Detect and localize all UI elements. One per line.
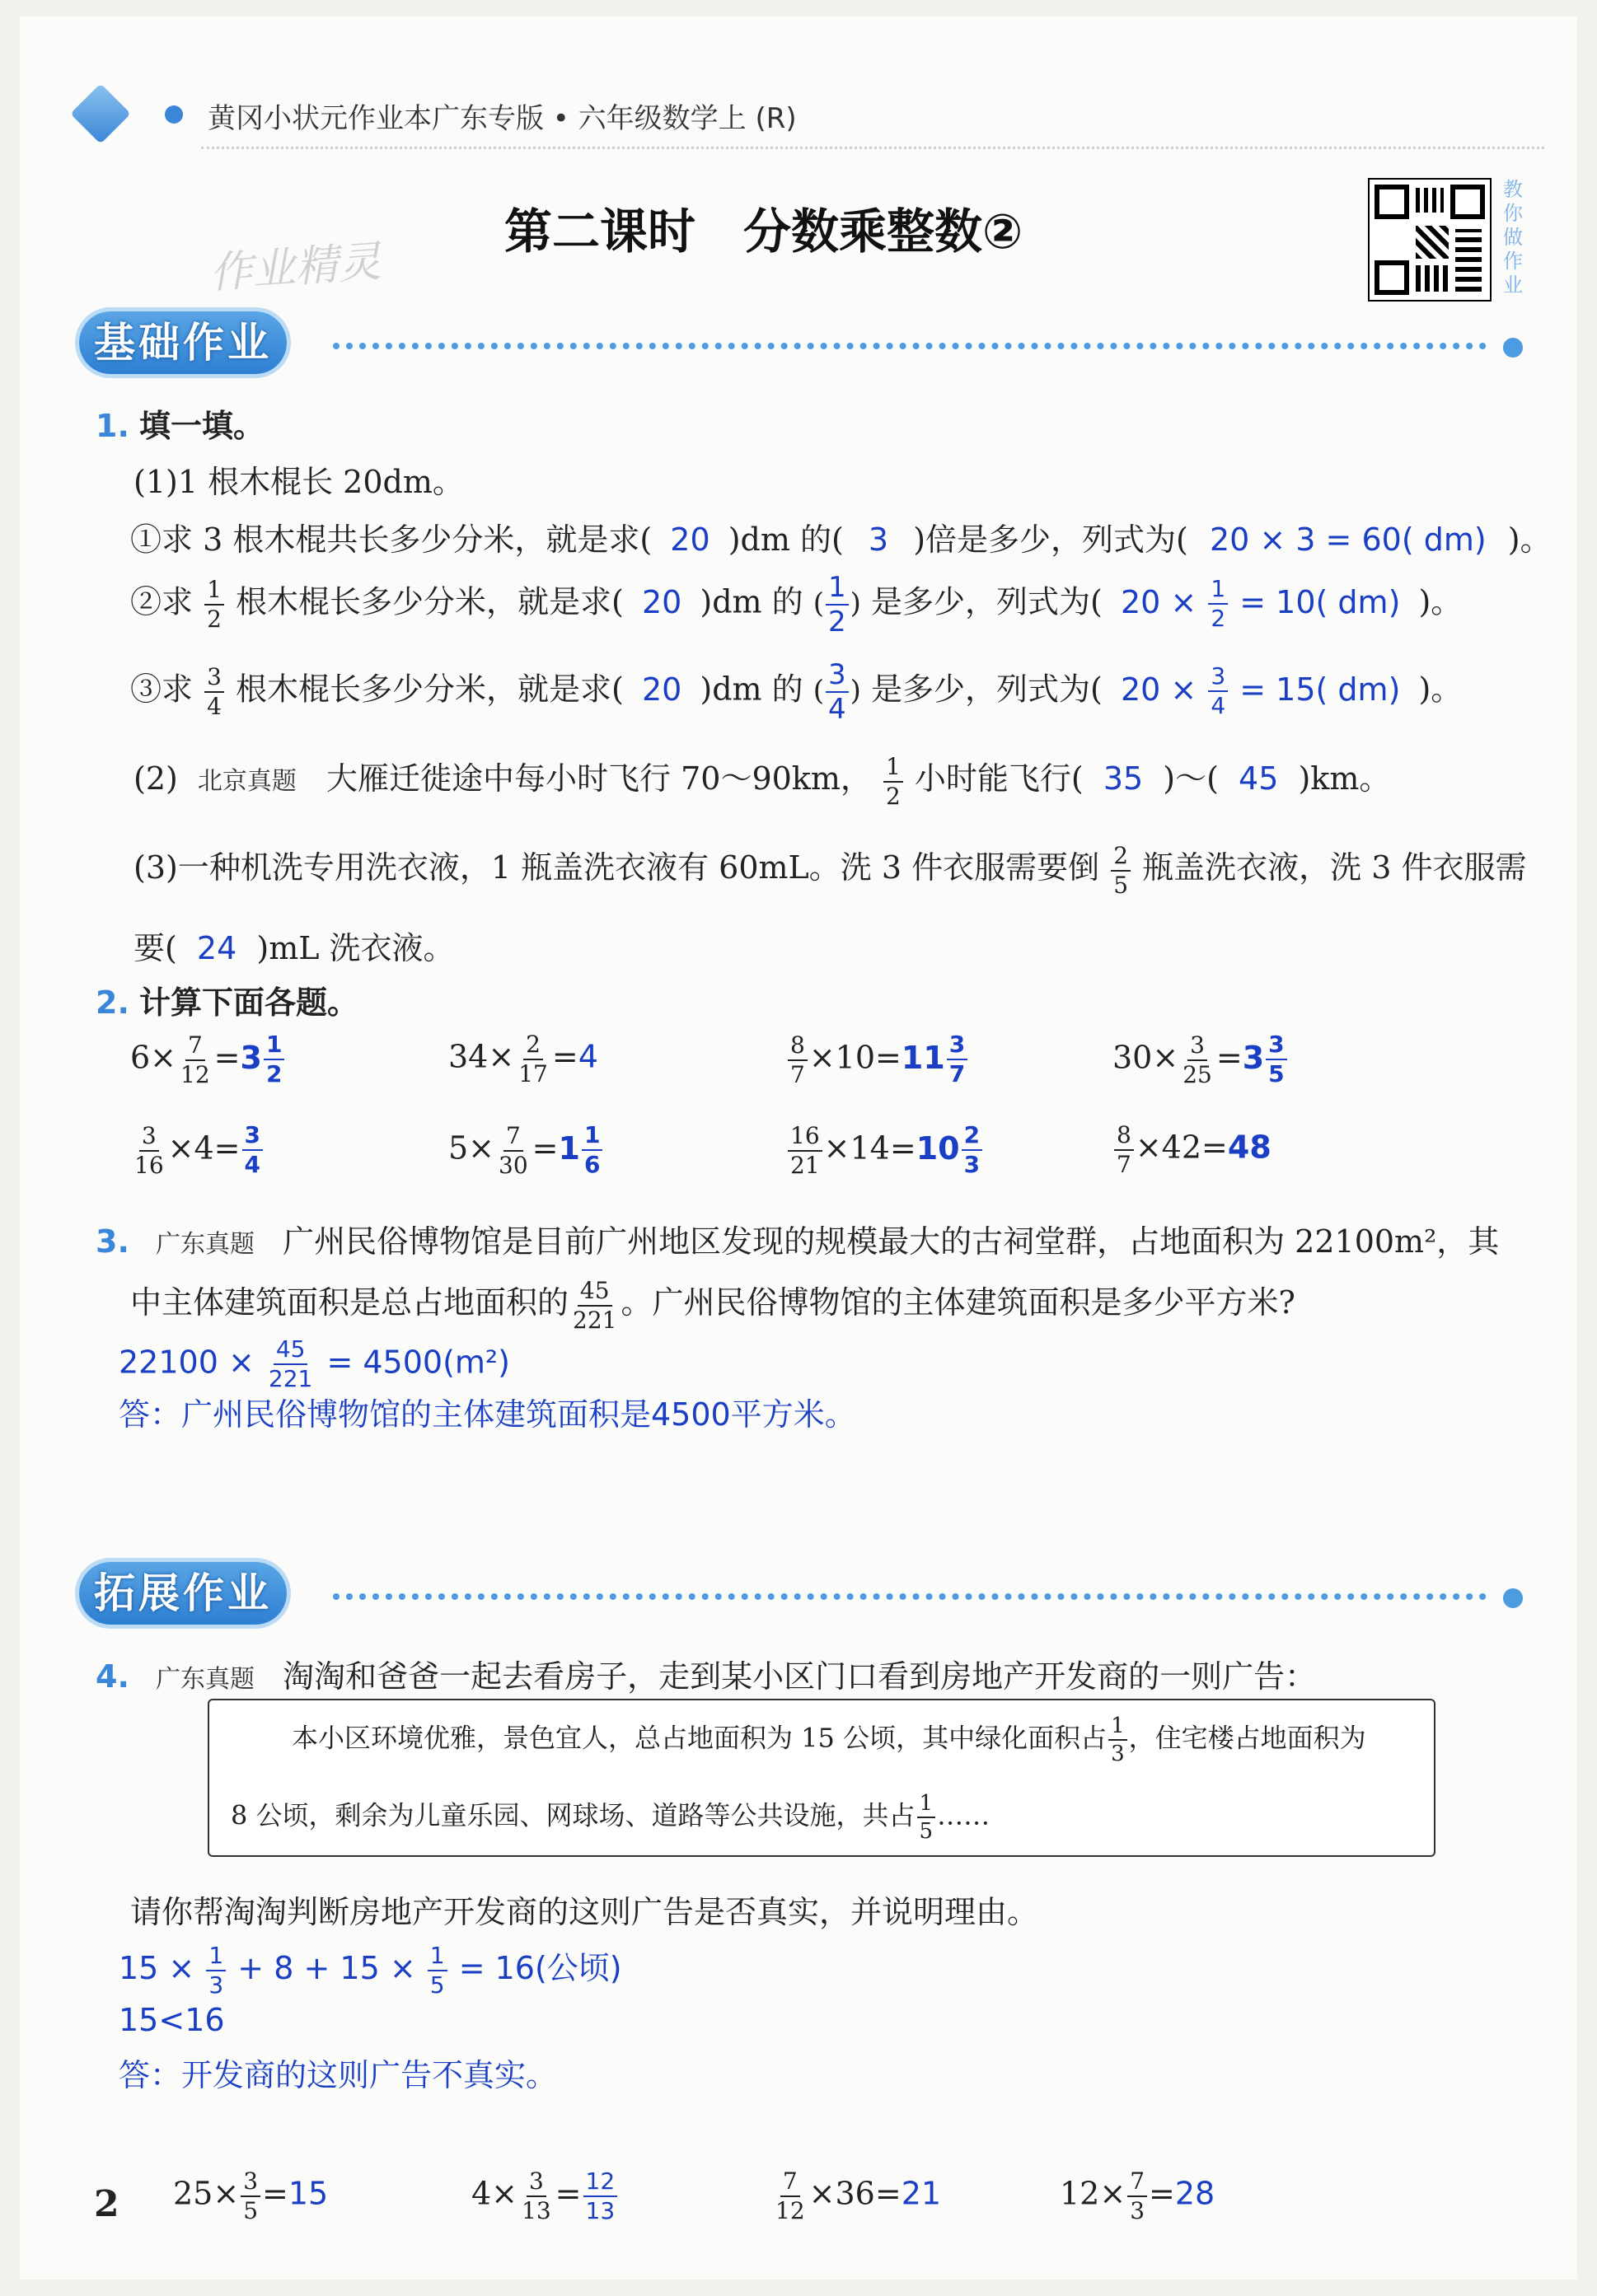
q1-sub3-text-d: )mL 洗衣液。: [256, 930, 455, 966]
q2-r1-item3-answer[interactable]: 11 $\frac{3}{7}$: [902, 1040, 969, 1076]
q1-sub3-line1: [133, 842, 1526, 897]
q1-sub2-fraction: $\frac{1}{2}$: [883, 755, 903, 808]
q2-r1-item3: $\frac{8}{7}$ ×10=11 $\frac{3}{7}$: [786, 1033, 969, 1087]
q1-sub2: [133, 753, 1390, 808]
q1-r2-text-e: )。: [1418, 583, 1463, 620]
q1-sub2-text-d: )km。: [1298, 760, 1391, 797]
q1-r1-ans1[interactable]: 20: [670, 521, 710, 558]
header-diamond-icon: [70, 83, 131, 144]
q2-r2-item1: $\frac{3}{16}$ ×4= $\frac{3}{4}$: [130, 1124, 265, 1177]
footer-item2-answer[interactable]: $\frac{12}{13}$: [583, 2170, 618, 2223]
q4-ask: 请你帮淘淘判断房地产开发商的这则广告是否真实，并说明理由。: [130, 1894, 1039, 1930]
q1-heading: [96, 400, 265, 446]
q1-sub2-text-c: )～(: [1163, 760, 1219, 797]
q4-tag: 广东真题: [155, 1665, 255, 1694]
lesson-title: 第二课时 分数乘整数②: [504, 203, 1023, 260]
q2-number: 2.: [96, 984, 129, 1021]
q3-text-line2b: 。广州民俗博物馆的主体建筑面积是多少平方米?: [621, 1284, 1295, 1321]
q3-line1: [96, 1216, 1499, 1261]
q1-sub2-tag: 北京真题: [197, 767, 297, 796]
q4-answer-compare[interactable]: 15<16: [119, 2002, 225, 2038]
q3-tag: 广东真题: [155, 1230, 255, 1259]
q1-r1-text-b: )dm 的(: [728, 521, 844, 558]
section-ext-title: 拓展作业: [79, 1562, 287, 1625]
q2-r1-item2-answer[interactable]: 4: [578, 1038, 598, 1075]
footer-item3-answer[interactable]: 21: [901, 2175, 942, 2212]
q4-answer-text[interactable]: 答：开发商的这则广告不真实。: [119, 2057, 558, 2093]
section-basic-dot-icon: [1503, 338, 1523, 358]
q1-sub3-text-c: 要(: [133, 930, 177, 966]
q2-r2-item4-answer[interactable]: 48: [1227, 1129, 1272, 1166]
q1-r3-text-d: 是多少，列式为(: [871, 671, 1103, 708]
q2-r2-item1-answer[interactable]: $\frac{3}{4}$: [241, 1130, 265, 1167]
header-divider: [201, 147, 1544, 149]
q2-r2-item4: $\frac{8}{7}$ ×42=48: [1112, 1124, 1272, 1176]
q1-r2-text-a: ②求: [130, 583, 194, 620]
q1-row2: ②求 $\frac{1}{2}$ 根木棍长多少分米，就是求( 20 )dm 的 ( $\frac{1}{2}$ ) 是多少，列式为( 20 × $\frac{1}{2}$ = 10( dm) )。: [130, 571, 1463, 638]
q1-r3-ans-fraction[interactable]: $\frac{3}{4}$: [826, 661, 849, 723]
footer-item4: 12× $\frac{7}{3}$ =28: [1060, 2167, 1215, 2224]
q1-sub2-ans1[interactable]: 35: [1103, 760, 1144, 797]
q4-number: 4.: [96, 1658, 129, 1695]
section-basic-title: 基础作业: [79, 311, 287, 374]
q1-r2-text-b: 根木棍长多少分米，就是求(: [236, 583, 624, 620]
qr-code-icon[interactable]: [1368, 178, 1492, 302]
q4-ad-line1: 本小区环境优雅，景色宜人，总占地面积为 15 公顷，其中绿化面积占 $\frac{1}{3}$ ，住宅楼占地面积为: [292, 1714, 1366, 1766]
footer-item1-answer[interactable]: 15: [288, 2175, 329, 2212]
q1-r3-text-e: )。: [1418, 671, 1463, 708]
q1-r2-fraction: $\frac{1}{2}$: [204, 578, 224, 631]
q1-sub3-ans[interactable]: 24: [196, 930, 237, 966]
footer-item4-answer[interactable]: 28: [1174, 2175, 1215, 2212]
q2-heading: [96, 977, 358, 1022]
q1-r2-ans1[interactable]: 20: [641, 583, 682, 620]
q2-r2-item2-answer[interactable]: 1 $\frac{1}{6}$: [559, 1130, 605, 1167]
q1-sub3-line2: [133, 923, 455, 968]
q4-ad-line2: 8 公顷，剩余为儿童乐园、网球场、道路等公共设施，共占 $\frac{1}{5}$ ……: [231, 1791, 991, 1844]
q4-answer-expression[interactable]: 15 × $\frac{1}{3}$ + 8 + 15 × $\frac{1}{5}$ = 16(公顷): [119, 1941, 622, 1999]
q1-r3-ans-expression[interactable]: 20 × $\frac{3}{4}$ = 15( dm): [1120, 662, 1401, 719]
q1-r2-text-d: 是多少，列式为(: [871, 583, 1103, 620]
q3-line2: [130, 1277, 1295, 1332]
watermark-logo: 作业精灵: [208, 236, 383, 299]
section-ext-divider: [333, 1593, 1487, 1600]
q1-sub2-text-a: 大雁迁徙途中每小时飞行 70～90km，: [326, 760, 872, 797]
q2-r1-item1: 6× $\frac{7}{12}$ =3 $\frac{1}{2}$: [130, 1033, 286, 1087]
q1-r3-ans1[interactable]: 20: [641, 671, 682, 708]
footer-item3: $\frac{7}{12}$ ×36=21: [775, 2167, 942, 2224]
q3-answer-text[interactable]: 答：广州民俗博物馆的主体建筑面积是4500平方米。: [119, 1396, 856, 1433]
q1-sub3-fraction: $\frac{2}{5}$: [1111, 844, 1131, 897]
q1-r3-text-a: ③求: [130, 671, 194, 708]
q1-r2-ans-fraction[interactable]: $\frac{1}{2}$: [826, 573, 849, 636]
q1-r2-ans-expression[interactable]: 20 × $\frac{1}{2}$ = 10( dm): [1120, 575, 1401, 632]
q1-sub1-title: (1)1 根木棍长 20dm。: [133, 464, 464, 500]
q1-r1-ans3[interactable]: 20 × 3 = 60( dm): [1209, 521, 1487, 558]
section-ext-dot-icon: [1503, 1588, 1523, 1608]
q1-r1-ans2[interactable]: 3: [868, 521, 889, 558]
q4-intro: 淘淘和爸爸一起去看房子，走到某小区门口看到房地产开发商的一则广告：: [283, 1658, 1317, 1695]
q2-r1-item4-answer[interactable]: 3 $\frac{3}{5}$: [1243, 1040, 1289, 1076]
q3-answer-expression[interactable]: 22100 × $\frac{45}{221}$ = 4500(m²): [119, 1335, 510, 1392]
side-text: 教你做作业: [1503, 178, 1523, 297]
q3-text-line2a: 中主体建筑面积是总占地面积的: [130, 1284, 569, 1321]
footer-item1: 25× $\frac{3}{5}$ =15: [173, 2167, 329, 2224]
workbook-page: [20, 16, 1577, 2280]
q2-r1-item2: 34× $\frac{2}{17}$ =4: [448, 1031, 598, 1087]
footer-item2: 4× $\frac{3}{13}$ = $\frac{12}{13}$: [471, 2170, 619, 2223]
q1-sub3-text-b: 瓶盖洗衣液，洗 3 件衣服需: [1142, 849, 1527, 886]
q1-r1-text-a: ①求 3 根木棍共长多少分米，就是求(: [130, 521, 653, 558]
q1-r1-text-d: )。: [1507, 521, 1552, 558]
q1-sub2-text-b: 小时能飞行(: [914, 760, 1084, 797]
q2-r2-item3-answer[interactable]: 10 $\frac{2}{3}$: [916, 1130, 984, 1167]
section-basic-divider: [333, 343, 1487, 349]
q1-title: 填一填。: [138, 408, 265, 444]
q1-r3-fraction: $\frac{3}{4}$: [204, 666, 224, 718]
q3-fraction: $\frac{45}{221}$: [573, 1276, 617, 1334]
q4-intro-line: [96, 1651, 1316, 1696]
q2-r1-item4: 30× $\frac{3}{25}$ =3 $\frac{3}{5}$: [1112, 1033, 1289, 1087]
q1-sub2-ans2[interactable]: 45: [1239, 760, 1279, 797]
page-number: 2: [94, 2183, 119, 2225]
book-title: 黄冈小状元作业本广东专版 • 六年级数学上 (R): [208, 102, 797, 135]
q3-number: 3.: [96, 1223, 129, 1260]
q1-r3-text-b: 根木棍长多少分米，就是求(: [236, 671, 624, 708]
q2-r1-item1-answer[interactable]: 3 $\frac{1}{2}$: [241, 1040, 287, 1076]
q1-sub2-label: (2): [133, 760, 178, 797]
q1-r2-text-c: )dm 的: [700, 583, 803, 620]
q1-row1: [130, 514, 1552, 559]
q1-sub3-text-a: (3)一种机洗专用洗衣液，1 瓶盖洗衣液有 60mL。洗 3 件衣服需要倒: [133, 849, 1100, 886]
q2-r2-item2: 5× $\frac{7}{30}$ =1 $\frac{1}{6}$: [448, 1124, 604, 1177]
header-dot-icon: [165, 105, 183, 124]
q1-number: 1.: [96, 408, 129, 444]
q1-r1-text-c: )倍是多少，列式为(: [913, 521, 1188, 558]
q3-text-line1: 广州民俗博物馆是目前广州地区发现的规模最大的古祠堂群，占地面积为 22100m²，其: [283, 1223, 1500, 1260]
q1-row3: ③求 $\frac{3}{4}$ 根木棍长多少分米，就是求( 20 )dm 的 ( $\frac{3}{4}$ ) 是多少，列式为( 20 × $\frac{3}{4}$ = 15( dm) )。: [130, 658, 1463, 726]
q2-title: 计算下面各题。: [138, 984, 358, 1021]
q4-advertisement-box: [208, 1699, 1435, 1857]
q2-r2-item3: $\frac{16}{21}$ ×14=10 $\frac{2}{3}$: [786, 1124, 984, 1177]
q1-r3-text-c: )dm 的: [700, 671, 803, 708]
